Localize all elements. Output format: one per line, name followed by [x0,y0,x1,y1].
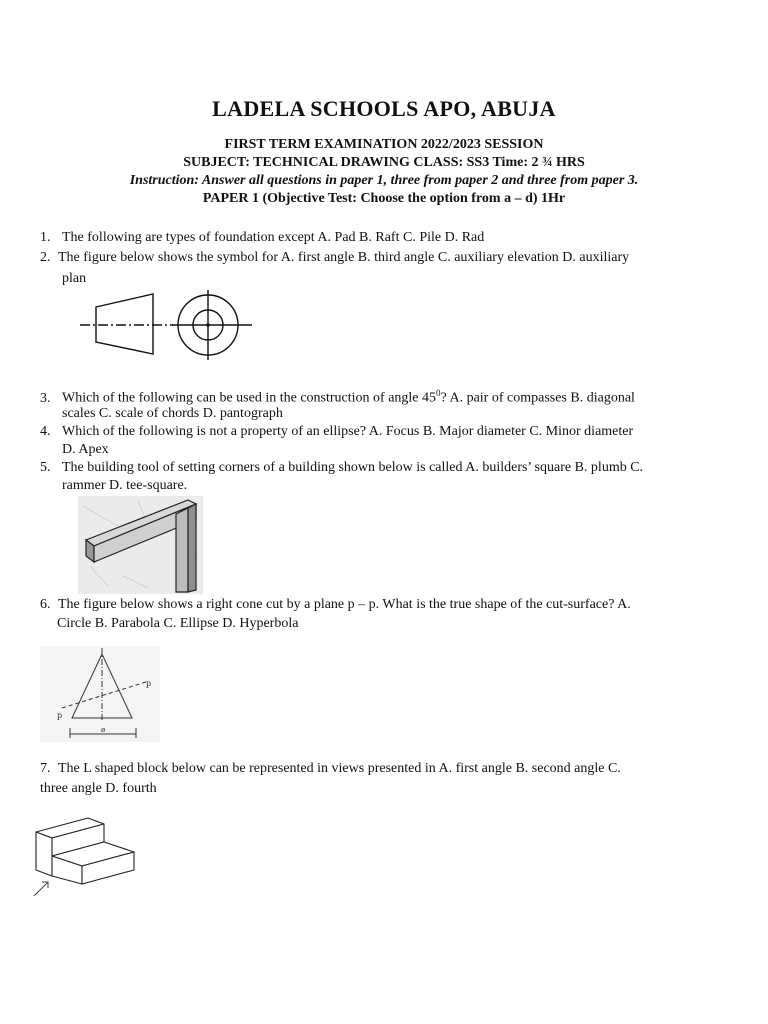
question-3-text-b: ? A. pair of compasses B. diagonal [440,390,635,406]
question-1: 1. The following are types of foundation except A. Pad B. Raft C. Pile D. Rad [40,230,485,245]
question-3-text-a: Which of the following can be used in the construction of angle 45 [62,390,437,406]
question-5-continued: rammer D. tee-square. [62,478,188,493]
question-2: 2. The figure below shows the symbol for A. first angle B. third angle C. auxiliary elevation D. auxiliary [40,250,630,265]
question-3-continued: scales C. scale of chords D. pantograph [62,406,283,421]
question-1-text: The following are types of foundation except A. Pad B. Raft C. Pile D. Rad [62,230,485,245]
question-7: 7. The L shaped block below can be represented in views presented in A. first angle B. second angle C. [40,761,621,776]
question-7-continued: three angle D. fourth [40,781,157,796]
question-7-text: The L shaped block below can be represented in views presented in A. first angle B. second angle C. [58,761,621,776]
question-6-text: The figure below shows a right cone cut by a plane p – p. What is the true shape of the cut-surface? A. [58,597,631,612]
question-6-continued: Circle B. Parabola C. Ellipse D. Hyperbola [57,616,299,631]
question-5-text: The building tool of setting corners of a building shown below is called A. builders’ square B. plumb C. [62,460,644,475]
plane-label-left: p [57,711,63,720]
l-shaped-block-figure [30,812,140,900]
projection-symbol-figure [78,290,258,362]
builders-square-figure [78,496,203,594]
question-6: 6. The figure below shows a right cone cut by a plane p – p. What is the true shape of the cut-surface? A. [40,597,631,612]
instruction-text: Instruction: Answer all questions in paper 1, three from paper 2 and three from paper 3. [129,173,639,188]
paper-heading: PAPER 1 (Objective Test: Choose the option from a – d) 1Hr [202,191,566,206]
question-3: 3. Which of the following can be used in the construction of angle $45^0$? A. pair of compasses B. diagonal [40,388,635,406]
question-2-text: The figure below shows the symbol for A. first angle B. third angle C. auxiliary elevation D. auxiliary [58,250,630,265]
cone-section-figure [40,646,160,742]
plane-label-right: p [146,679,152,688]
base-diameter-label: ø [101,726,106,734]
school-title: LADELA SCHOOLS APO, ABUJA [212,96,556,121]
subject-heading: SUBJECT: TECHNICAL DRAWING CLASS: SS3 Time: 2 ¾ HRS [183,155,585,170]
question-4-text: Which of the following is not a property of an ellipse? A. Focus B. Major diameter C. Minor diameter [62,424,634,439]
exam-heading: FIRST TERM EXAMINATION 2022/2023 SESSION [224,137,544,152]
question-2-continued: plan [62,271,87,286]
question-4: 4. Which of the following is not a property of an ellipse? A. Focus B. Major diameter C. Minor diameter [40,424,634,439]
question-4-continued: D. Apex [62,442,109,457]
question-5: 5. The building tool of setting corners of a building shown below is called A. builders’ square B. plumb C. [40,460,644,475]
degree-superscript: 0 [436,388,441,398]
